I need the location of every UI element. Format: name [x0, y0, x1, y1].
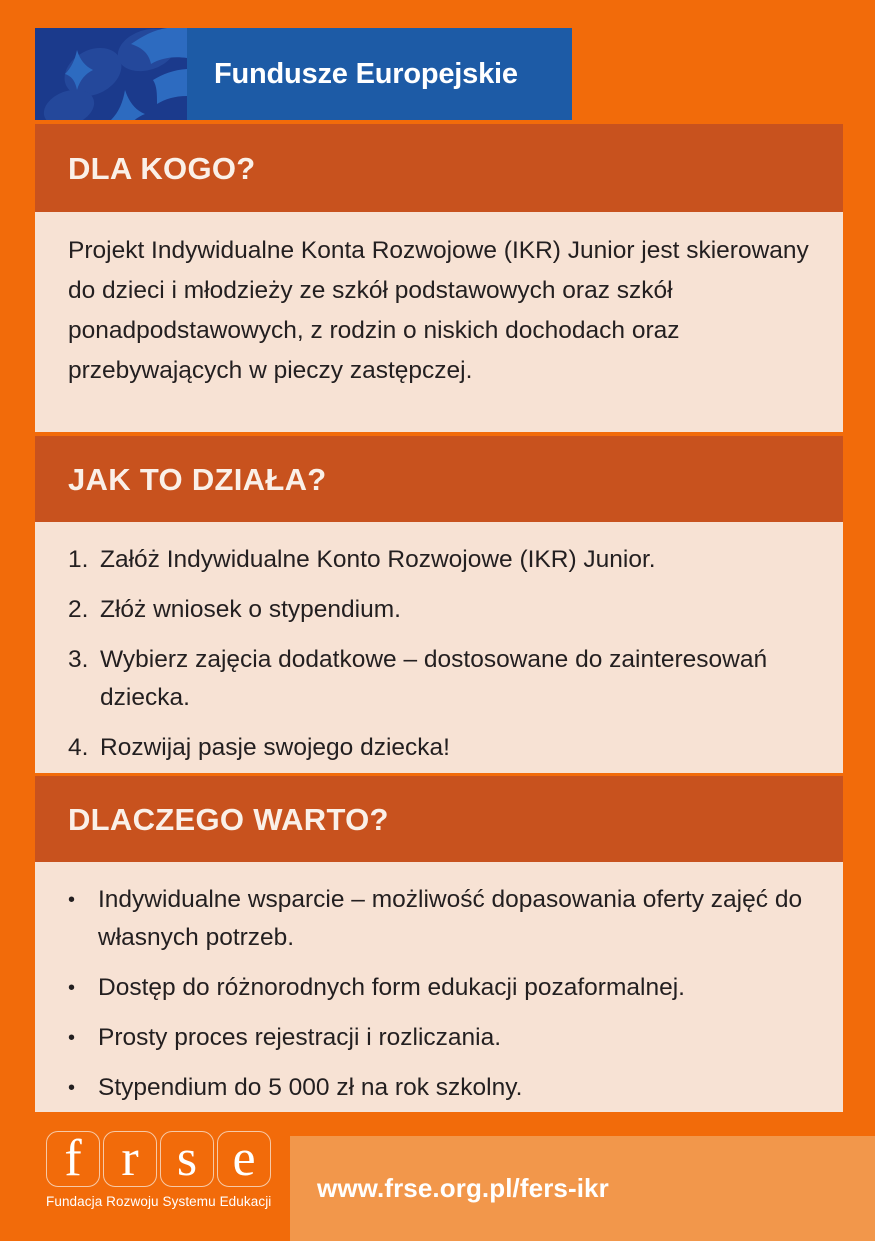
- bullet-marker: •: [68, 1077, 76, 1099]
- section-heading-dla-kogo: DLA KOGO?: [68, 150, 256, 186]
- section-dlaczego-warto: [35, 776, 843, 1112]
- fundusze-europejskie-stars-mark: [35, 28, 187, 120]
- frse-letter-f: f: [64, 1131, 82, 1187]
- frse-letter-boxes: [46, 1131, 276, 1187]
- list-item: [68, 541, 815, 579]
- list-marker: 4.: [68, 734, 89, 761]
- list-item: [68, 969, 815, 1007]
- list-marker: 1.: [68, 546, 89, 573]
- section-body-dlaczego-warto: [35, 862, 843, 1112]
- list-item: [68, 881, 815, 957]
- list-item: [68, 641, 815, 717]
- list-marker: 3.: [68, 646, 89, 673]
- section-heading-jak-to-dziala: JAK TO DZIAŁA?: [68, 461, 327, 497]
- section-header-dla-kogo: [35, 124, 843, 212]
- section-body-jak-to-dziala: [35, 522, 843, 773]
- list-item-text: Załóż Indywidualne Konto Rozwojowe (IKR) Junior.: [100, 546, 656, 573]
- bullet-marker: •: [68, 889, 76, 911]
- section-header-jak-to-dziala: [35, 436, 843, 522]
- fundusze-europejskie-logo: [35, 28, 572, 120]
- section-paragraph-dla-kogo: Projekt Indywidualne Konta Rozwojowe (IKR) Junior jest skierowany do dzieci i młodzieży ze szkół podstawowych oraz szkół ponadpodstawowych, z rodzin o niskich dochodach oraz przebywających w pieczy zastępczej.: [68, 237, 809, 384]
- numbered-list-jak-to-dziala: [68, 541, 815, 767]
- list-item-text: Wybierz zajęcia dodatkowe – dostosowane do zainteresowań dziecka.: [100, 646, 768, 711]
- frse-letter-s: s: [176, 1131, 198, 1187]
- bullet-list-dlaczego-warto: [68, 881, 815, 1107]
- footer: [0, 1131, 875, 1241]
- frse-logo: [46, 1131, 276, 1209]
- website-url[interactable]: www.frse.org.pl/fers-ikr: [317, 1173, 609, 1203]
- bullet-marker: •: [68, 1027, 76, 1049]
- frse-letter-box-f: [46, 1131, 100, 1187]
- list-item-text: Rozwijaj pasje swojego dziecka!: [100, 734, 450, 761]
- section-dla-kogo: [35, 124, 843, 432]
- fundusze-europejskie-title-panel: [187, 28, 572, 120]
- frse-letter-e: e: [232, 1131, 256, 1187]
- frse-letter-r: r: [121, 1131, 139, 1187]
- list-item-text: Indywidualne wsparcie – możliwość dopasowania oferty zajęć do własnych potrzeb.: [98, 886, 803, 951]
- section-jak-to-dziala: [35, 436, 843, 773]
- list-item: [68, 1019, 815, 1057]
- frse-letter-box-s: [160, 1131, 214, 1187]
- section-header-dlaczego-warto: [35, 776, 843, 862]
- section-heading-dlaczego-warto: DLACZEGO WARTO?: [68, 801, 389, 837]
- url-band: [290, 1136, 875, 1241]
- frse-letter-box-r: [103, 1131, 157, 1187]
- bullet-marker: •: [68, 977, 76, 999]
- list-item-text: Dostęp do różnorodnych form edukacji pozaformalnej.: [98, 974, 685, 1001]
- frse-tagline: Fundacja Rozwoju Systemu Edukacji: [46, 1194, 272, 1209]
- list-item-text: Stypendium do 5 000 zł na rok szkolny.: [98, 1074, 523, 1101]
- list-item: [68, 729, 815, 767]
- frse-letter-box-e: [217, 1131, 271, 1187]
- list-item-text: Prosty proces rejestracji i rozliczania.: [98, 1024, 502, 1051]
- section-body-dla-kogo: [35, 212, 843, 432]
- list-marker: 2.: [68, 596, 89, 623]
- list-item: [68, 1069, 815, 1107]
- list-item: [68, 591, 815, 629]
- list-item-text: Złóż wniosek o stypendium.: [100, 596, 401, 623]
- fundusze-europejskie-title: Fundusze Europejskie: [214, 57, 518, 90]
